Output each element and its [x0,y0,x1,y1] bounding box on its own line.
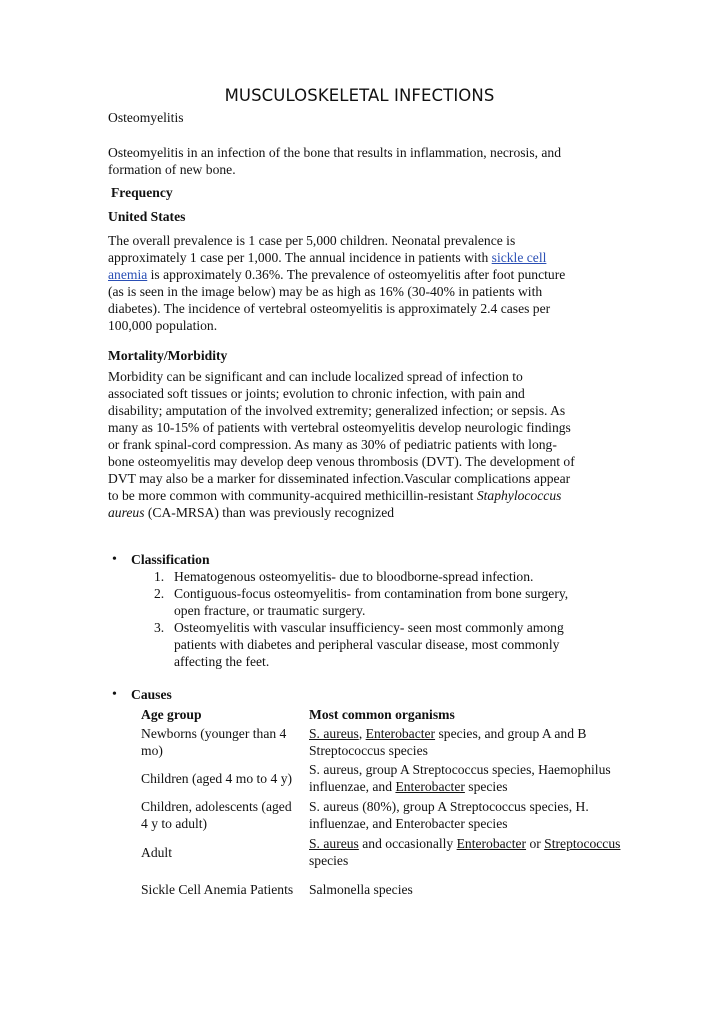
table-cell-organisms: S. aureus (80%), group A Streptococcus species, H. [309,799,589,814]
definition-line-2: formation of new bone. [108,162,236,177]
prevalence-line-4: (as is seen in the image below) may be as high as 16% (30-40% in patients with [108,284,543,299]
list-item: open fracture, or traumatic surgery. [174,603,366,618]
cell-text: or [526,836,545,851]
us-heading: United States [108,209,186,224]
list-item: Hematogenous osteomyelitis- due to bloodborne-spread infection. [174,569,534,584]
anemia-link[interactable]: anemia [108,267,148,282]
sickle-cell-link[interactable]: sickle cell [491,250,547,265]
list-item: patients with diabetes and peripheral vascular disease, most commonly [174,637,560,652]
organism-link[interactable]: Enterobacter [395,779,465,794]
table-cell-age: mo) [141,743,163,758]
table-cell-organisms: species [309,853,349,868]
mortality-text: to be more common with community-acquired methicillin-resistant [108,488,477,503]
cell-text: species [464,779,508,794]
table-cell-age: Newborns (younger than 4 [141,726,287,741]
table-cell-organisms: influenzae, and Enterobacter species [309,816,508,831]
list-item: Contiguous-focus osteomyelitis- from contamination from bone surgery, [174,586,569,601]
organism-link[interactable]: S. aureus [309,836,359,851]
prevalence-text: is approximately 0.36%. The prevalence of osteomyelitis after foot puncture [147,267,566,282]
bullet-icon: • [112,552,117,567]
cell-text: species, and group A and B [435,726,587,741]
prevalence-line-1: The overall prevalence is 1 case per 5,000 children. Neonatal prevalence is [108,233,516,248]
table-cell-organisms [309,835,620,852]
table-cell-age: Children (aged 4 mo to 4 y) [141,771,293,786]
organism-link[interactable]: S. aureus [309,726,359,741]
mortality-line-5: or frank spinal-cord compression. As many as 30% of pediatric patients with long- [108,437,557,452]
cell-text: influenzae, and [309,779,396,794]
organism-link[interactable]: Enterobacter [456,836,527,851]
table-cell-organisms [309,725,586,742]
mortality-text: (CA-MRSA) than was previously recognized [144,505,395,520]
page-title: MUSCULOSKELETAL INFECTIONS [224,86,495,105]
section-subtitle: Osteomyelitis [108,110,184,125]
mortality-line-1: Morbidity can be significant and can include localized spread of infection to [108,369,523,384]
cell-text: , [358,726,366,741]
prevalence-line-2 [108,249,546,266]
definition-line-1: Osteomyelitis in an infection of the bone that results in inflammation, necrosis, and [108,145,562,160]
table-cell-age: Adult [141,845,172,860]
mortality-line-6: bone osteomyelitis may develop deep venous thrombosis (DVT). The development of [108,454,575,469]
list-number: 1. [154,569,165,584]
mortality-line-9 [108,504,394,521]
mortality-line-3: disability; amputation of the involved extremity; generalized infection; or sepsis. As [108,403,566,418]
table-cell-organisms: Salmonella species [309,882,413,897]
list-item: Osteomyelitis with vascular insufficiency- seen most commonly among [174,620,564,635]
list-number: 3. [154,620,165,635]
mortality-line-2: associated soft tissues or joints; evolution to chronic infection, with pain and [108,386,525,401]
list-item: affecting the feet. [174,654,270,669]
organism-link[interactable]: Streptococcus [544,836,621,851]
prevalence-text: approximately 1 case per 1,000. The annual incidence in patients with [108,250,492,265]
mortality-line-4: many as 10-15% of patients with vertebral osteomyelitis develop neurologic findings [108,420,571,435]
mortality-line-7: DVT may also be a marker for disseminated infection.Vascular complications appear [108,471,571,486]
list-number: 2. [154,586,165,601]
table-cell-age: Children, adolescents (aged [141,799,292,814]
mortality-heading: Mortality/Morbidity [108,348,228,363]
mortality-line-8 [108,487,561,504]
italic-organism: Staphylococcus [476,488,562,503]
table-cell-age: 4 y to adult) [141,816,208,831]
causes-heading: Causes [131,687,172,702]
table-header-age: Age group [141,707,202,722]
table-cell-organisms [309,778,508,795]
cell-text: and occasionally [358,836,457,851]
frequency-heading: Frequency [111,185,173,200]
table-cell-age: Sickle Cell Anemia Patients [141,882,294,897]
classification-heading: Classification [131,552,210,567]
prevalence-line-5: diabetes). The incidence of vertebral osteomyelitis is approximately 2.4 cases per [108,301,551,316]
table-cell-organisms: Streptococcus species [309,743,428,758]
organism-link[interactable]: Enterobacter [365,726,436,741]
table-cell-organisms: S. aureus, group A Streptococcus species, Haemophilus [309,762,611,777]
table-header-organisms: Most common organisms [309,707,455,722]
prevalence-line-3 [108,266,565,283]
italic-organism: aureus [108,505,145,520]
bullet-icon: • [112,687,117,702]
prevalence-line-6: 100,000 population. [108,318,218,333]
